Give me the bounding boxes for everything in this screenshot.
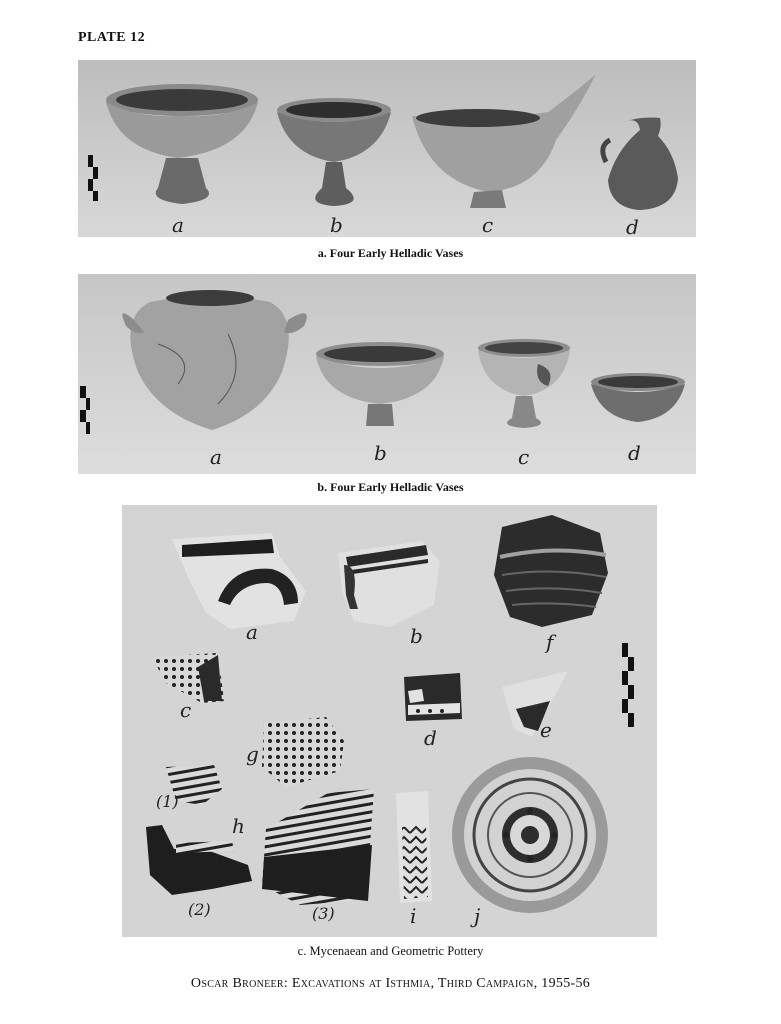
label-i: i	[410, 904, 417, 928]
label-d: d	[626, 215, 639, 237]
label-h3: (3)	[312, 904, 335, 923]
label-f: f	[546, 630, 554, 654]
label-h: h	[232, 814, 245, 838]
sherd-d	[404, 673, 462, 721]
label-b: b	[330, 213, 343, 237]
photo-a-illustration	[78, 60, 696, 237]
label-a: a	[210, 445, 222, 469]
sherd-i	[396, 791, 432, 903]
label-g: g	[246, 742, 259, 766]
label-j: j	[474, 904, 481, 928]
plate-label: PLATE 12	[78, 30, 146, 45]
photo-early-helladic-vases-a	[78, 60, 696, 237]
label-c: c	[482, 213, 494, 237]
label-h1: (1)	[156, 792, 179, 811]
label-b: b	[410, 624, 423, 648]
photo-c-illustration	[122, 505, 657, 937]
caption-c: c. Mycenaean and Geometric Pottery	[297, 944, 484, 958]
photo-b-illustration	[78, 274, 696, 474]
caption-b: b. Four Early Helladic Vases	[317, 480, 464, 494]
label-e: e	[540, 718, 552, 742]
sherd-f	[494, 515, 608, 627]
label-h2: (2)	[188, 900, 211, 919]
footer-citation: Oscar Broneer: Excavations at Isthmia, Third Campaign, 1955-56	[190, 976, 591, 991]
photo-early-helladic-vases-b	[78, 274, 696, 474]
label-a: a	[172, 213, 184, 237]
photo-mycenaean-geometric-pottery	[122, 505, 657, 937]
label-b: b	[374, 441, 387, 465]
label-d: d	[628, 441, 641, 465]
label-c: c	[518, 445, 530, 469]
label-a: a	[246, 620, 258, 644]
caption-a: a. Four Early Helladic Vases	[317, 246, 464, 260]
label-c: c	[180, 698, 192, 722]
sherd-j	[452, 757, 608, 913]
label-d: d	[424, 726, 437, 750]
